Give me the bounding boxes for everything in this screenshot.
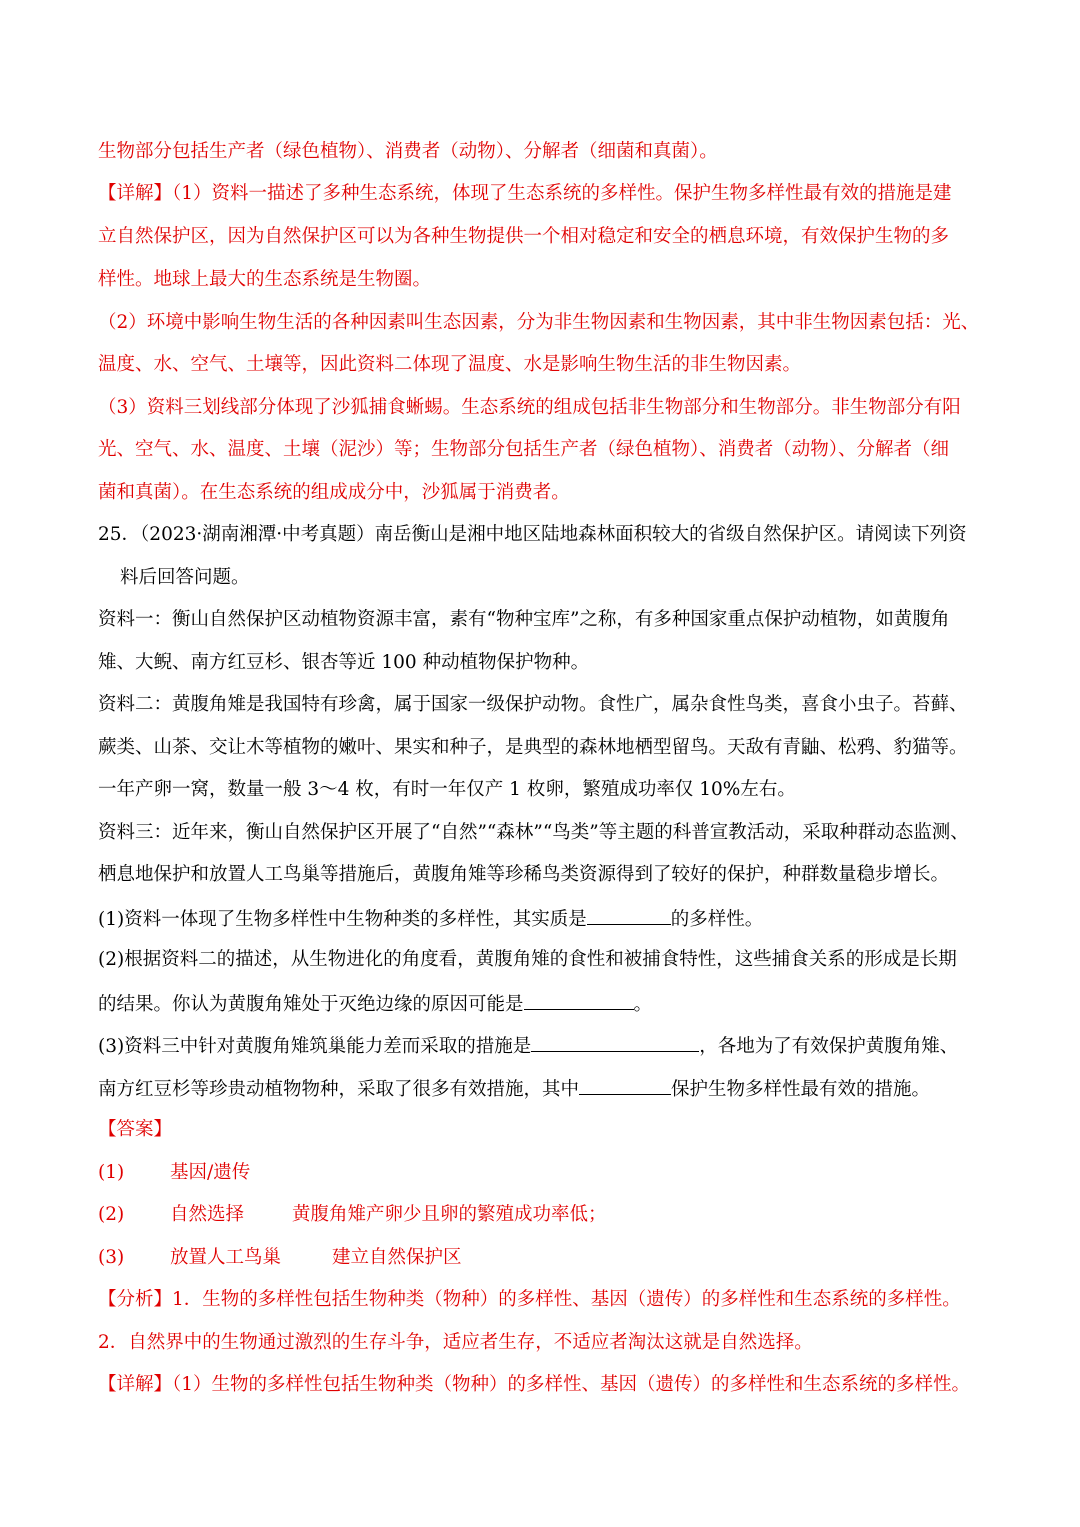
- sub-question-2-line: 的结果。你认为黄腹角雉处于灭绝边缘的原因可能是 。: [98, 991, 652, 1017]
- answer-blank: [579, 1076, 671, 1095]
- analysis-line-1: 【分析】1．生物的多样性包括生物种类（物种）的多样性、基因（遗传）的多样性和生态系统的多样性。: [98, 1289, 961, 1310]
- sub-question-3-line: 南方红豆杉等珍贵动植物物种，采取了很多有效措施，其中 保护生物多样性最有效的措施。: [98, 1076, 930, 1102]
- detail-label: 【详解】: [98, 1374, 173, 1395]
- material-1-line: 雉、大鲵、南方红豆杉、银杏等近 100 种动植物保护物种。: [98, 652, 590, 673]
- sub-question-2: (2)根据资料二的描述，从生物进化的角度看，黄腹角雉的食性和被捕食特性，这些捕食关系的形成是长期: [98, 949, 957, 970]
- material-2-line: 蕨类、山茶、交让木等植物的嫩叶、果实和种子，是典型的森林地栖型留鸟。天敌有青鼬、松鸦、豹猫等。: [98, 737, 968, 758]
- material-1: 资料一：衡山自然保护区动植物资源丰富，素有“物种宝库”之称，有多种国家重点保护动植物，如黄腹角: [98, 609, 950, 630]
- analysis-label: 【分析】: [98, 1289, 173, 1310]
- answer-blank: [587, 906, 671, 925]
- question-stem: 25．（2023·湖南湘潭·中考真题）南岳衡山是湘中地区陆地森林面积较大的省级自然保护区。请阅读下列资: [98, 524, 967, 545]
- sub-question-3: (3)资料三中针对黄腹角雉筑巢能力差而采取的措施是 ，各地为了有效保护黄腹角雉、: [98, 1033, 958, 1059]
- answer-label: 【答案】: [98, 1119, 173, 1140]
- prev-detail-line: 立自然保护区，因为自然保护区可以为各种生物提供一个相对稳定和安全的栖息环境，有效保护生物的多: [98, 226, 950, 247]
- prev-detail-line: 光、空气、水、温度、土壤（泥沙）等；生物部分包括生产者（绿色植物）、消费者（动物）、分解者（细: [98, 439, 950, 460]
- prev-explanation-line: 生物部分包括生产者（绿色植物）、消费者（动物）、分解者（细菌和真菌）。: [98, 141, 718, 162]
- prev-detail-line: 温度、水、空气、土壤等，因此资料二体现了温度、水是影响生物生活的非生物因素。: [98, 354, 802, 375]
- prev-detail-paragraph-2: （2）环境中影响生物生活的各种因素叫生态因素，分为非生物因素和生物因素，其中非生物因素包括：光、: [98, 312, 980, 333]
- question-number: 25．: [98, 524, 141, 545]
- detail-line-1: 【详解】（1）生物的多样性包括生物种类（物种）的多样性、基因（遗传）的多样性和生态系统的多样性。: [98, 1374, 971, 1395]
- material-2: 资料二：黄腹角雉是我国特有珍禽，属于国家一级保护动物。食性广，属杂食性鸟类，喜食小虫子。苔藓、: [98, 694, 968, 715]
- prev-detail-paragraph-1: 【详解】（1）资料一描述了多种生态系统，体现了生态系统的多样性。保护生物多样性最有效的措施是建: [98, 183, 952, 204]
- question-stem-line: 料后回答问题。: [120, 567, 250, 588]
- material-3: 资料三：近年来，衡山自然保护区开展了“自然”“森林”“鸟类”等主题的科普宣教活动，采取种群动态监测、: [98, 822, 969, 843]
- prev-detail-line: 菌和真菌）。在生态系统的组成成分中，沙狐属于消费者。: [98, 482, 570, 503]
- prev-detail-line: 样性。地球上最大的生态系统是生物圈。: [98, 269, 432, 290]
- sub-question-1: (1)资料一体现了生物多样性中生物种类的多样性，其实质是 的多样性。: [98, 906, 763, 932]
- material-3-line: 栖息地保护和放置人工鸟巢等措施后，黄腹角雉等珍稀鸟类资源得到了较好的保护，种群数量稳步增长。: [98, 864, 950, 885]
- document-page: 生物部分包括生产者（绿色植物）、消费者（动物）、分解者（细菌和真菌）。 【详解】（1）资料一描述了多种生态系统，体现了生态系统的多样性。保护生物多样性最有效的措施是建 立自然保护区，因为自然保护区可以为各种生物提供一个相对稳定和安全的栖息环境，有效保护生物的多 样性。地球上最大的生态系统是生物圈。 （2）环境中影响生物生活的各种因素叫生态因素，分为非生物因素和生物因素，其中非生物因素包括：光、 温度、水、空气、土壤等，因此资料二体现了温度、水是影响生物生活的非生物因素。 （3）资料三划线部分体现了沙狐捕食蜥蜴。生态系统的组成包括非生物部分和生物部分。非生物部分有阳 光、空气、水、温度、土壤（泥沙）等；生物部分包括生产者（绿色植物）、消费者（动物）、分解者（细 菌和真菌）。在生态系统的组成成分中，沙狐属于消费者。 25．（2023·湖南湘潭·中考真题）南岳衡山是湘中地区陆地森林面积较大的省级自然保护区。请阅读下列资 料后回答问题。 资料一：衡山自然保护区动植物资源丰富，素有“物种宝库”之称，有多种国家重点保护动植物，如黄腹角 雉、大鲵、南方红豆杉、银杏等近 100 种动植物保护物种。 资料二：黄腹角雉是我国特有珍禽，属于国家一级保护动物。食性广，属杂食性鸟类，喜食小虫子。苔藓、 蕨类、山茶、交让木等植物的嫩叶、果实和种子，是典型的森林地栖型留鸟。天敌有青鼬、松鸦、豹猫等。 一年产卵一窝，数量一般 3～4 枚，有时一年仅产 1 枚卵，繁殖成功率仅 10%左右。 资料三：近年来，衡山自然保护区开展了“自然”“森林”“鸟类”等主题的科普宣教活动，采取种群动态监测、 栖息地保护和放置人工鸟巢等措施后，黄腹角雉等珍稀鸟类资源得到了较好的保护，种群数量稳步增长。 (1)资料一体现了生物多样性中生物种类的多样性，其实质是 的多样性。 (2)根据资料二的描述，从生物进化的角度看，黄腹角雉的食性和被捕食特性，这些捕食关系的形成是长期 的结果。你认为黄腹角雉处于灭绝边缘的原因可能是 。 (3)资料三中针对黄腹角雉筑巢能力差而采取的措施是 ，各地为了有效保护黄腹角雉、 南方红豆杉等珍贵动植物物种，采取了很多有效措施，其中 保护生物多样性最有效的措施。 【答案】 (1) 基因/遗传 (2) 自然选择 黄腹角雉产卵少且卵的繁殖成功率低； (3) 放置人工鸟巢 建立自然保护区 【分析】1．生物的多样性包括生物种类（物种）的多样性、基因（遗传）的多样性和生态系统的多样性。 2．自然界中的生物通过激烈的生存斗争，适应者生存，不适应者淘汰这就是自然选择。 【详解】（1）生物的多样性包括生物种类（物种）的多样性、基因（遗传）的多样性和生态系统的多样性。: [98, 141, 980, 1395]
- detail-label: 【详解】: [98, 183, 173, 204]
- analysis-line-2: 2．自然界中的生物通过激烈的生存斗争，适应者生存，不适应者淘汰这就是自然选择。: [98, 1332, 813, 1353]
- material-2-line: 一年产卵一窝，数量一般 3～4 枚，有时一年仅产 1 枚卵，繁殖成功率仅 10%左右。: [98, 779, 796, 800]
- prev-detail-paragraph-3: （3）资料三划线部分体现了沙狐捕食蜥蜴。生态系统的组成包括非生物部分和生物部分。非生物部分有阳: [98, 397, 961, 418]
- answer-blank: [524, 991, 634, 1010]
- answer-blank: [531, 1033, 699, 1052]
